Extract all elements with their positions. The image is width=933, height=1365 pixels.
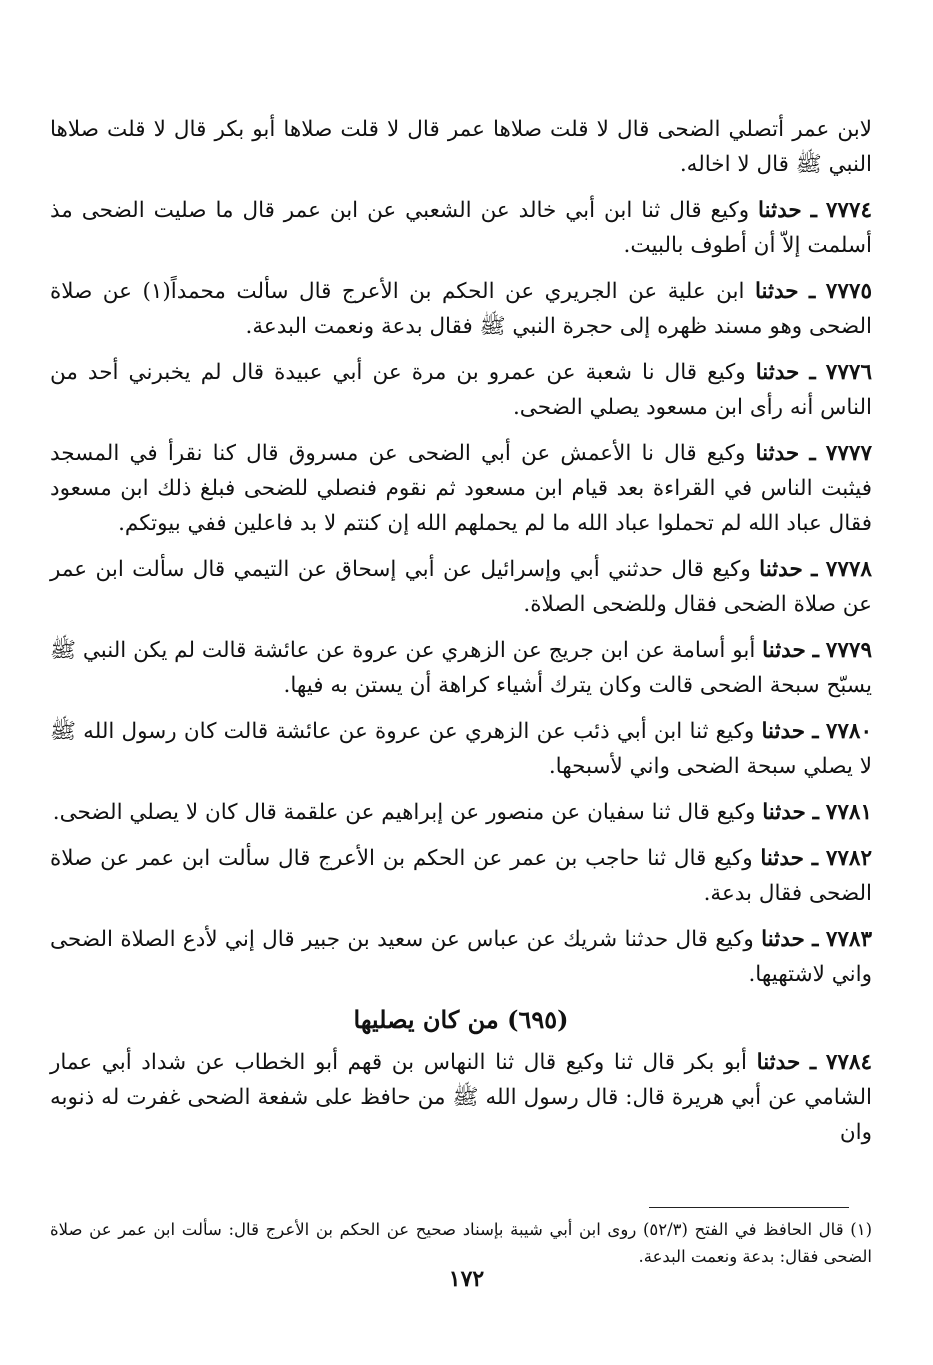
hadith-paragraph <box>50 714 872 784</box>
hadith-lead: حدثنا <box>761 927 805 952</box>
hadith-text: ابن علية عن الجريري عن الحكم بن الأعرج قال سألت محمداً(١) عن صلاة الضحى وهو مسند ظهره إلى حجرة النبي ﷺ فقال بدعة ونعمت البدعة. <box>50 279 872 339</box>
hadith-dash: ـ <box>811 557 818 582</box>
hadith-dash: ـ <box>812 638 819 663</box>
hadith-dash: ـ <box>811 846 819 871</box>
hadith-lead: حدثنا <box>754 279 799 304</box>
hadith-number: ٧٧٨٣ <box>825 927 873 952</box>
hadith-dash: ـ <box>812 719 819 744</box>
hadith-text: وكيع قال ثنا ابن أبي خالد عن الشعبي عن ابن عمر قال ما صليت الضحى مذ أسلمت إلاّ أن أطوف بالبيت. <box>50 198 872 258</box>
hadith-text: أبو أسامة عن ابن جريج عن الزهري عن عروة عن عائشة قالت لم يكن النبي ﷺ يسبّح سبحة الضحى قالت وكان يترك أشياء كراهة أن يستن به فيها. <box>50 638 872 698</box>
hadith-lead: حدثنا <box>761 719 806 744</box>
hadith-lead: حدثنا <box>762 638 806 663</box>
hadith-text: وكيع قال حدثني أبي وإسرائيل عن أبي إسحاق عن التيمي قال سألت ابن عمر عن صلاة الضحى فقال وللضحى الصلاة. <box>50 557 872 617</box>
hadith-number: ٧٧٧٩ <box>825 638 872 663</box>
hadith-lead: حدثنا <box>756 1050 801 1075</box>
hadith-text: وكيع قال حدثنا شريك عن عباس عن سعيد بن جبير قال إني لأدع الصلاة الضحى واني لاشتهيها. <box>50 927 872 987</box>
hadith-lead: حدثنا <box>760 846 804 871</box>
hadith-text: وكيع ثنا ابن أبي ذئب عن الزهري عن عروة عن عائشة قالت كان رسول الله ﷺ لا يصلي سبحة الضحى واني لأسبحها. <box>50 719 872 779</box>
hadith-lead: حدثنا <box>758 198 802 223</box>
hadith-number: ٧٧٨٤ <box>825 1050 873 1075</box>
footnote-divider <box>649 1207 849 1208</box>
footnote: (١) قال الحافظ في الفتح (٥٢/٣) روى ابن أبي شيبة بإسناد صحيح عن الحكم بن الأعرج قال: سألت ابن عمر عن صلاة الضحى فقال: بدعة ونعمت البدعة. <box>50 1220 872 1266</box>
hadith-paragraph <box>50 922 872 992</box>
hadith-dash: ـ <box>810 198 817 223</box>
hadith-paragraph <box>50 841 872 911</box>
hadith-dash: ـ <box>812 927 819 952</box>
hadith-number: ٧٧٨٢ <box>825 846 873 871</box>
hadith-number: ٧٧٧٧ <box>825 441 872 466</box>
hadith-text: وكيع قال نا الأعمش عن أبي الضحى عن مسروق قال كنا نقرأ في المسجد فيثبت الناس في القراءة بعد قيام ابن مسعود ثم نقوم فنصلي للضحى فبلغ ذلك ابن مسعود فقال عباد الله لم تحملوا عباد الله ما لم يحملهم الله إن كنتم لا بد فاعلين ففي بيوتكم. <box>50 441 872 536</box>
hadith-paragraph <box>50 795 872 830</box>
hadith-number: ٧٧٧٨ <box>825 557 872 582</box>
hadith-text: وكيع قال ثنا سفيان عن منصور عن إبراهيم عن علقمة قال كان لا يصلي الضحى. <box>52 800 756 825</box>
hadith-dash: ـ <box>809 441 816 466</box>
hadith-dash: ـ <box>809 279 816 304</box>
hadith-number: ٧٧٧٥ <box>825 279 872 304</box>
page-body <box>50 112 872 1161</box>
hadith-paragraph <box>50 112 872 182</box>
hadith-paragraph <box>50 355 872 425</box>
hadith-paragraph <box>50 436 872 541</box>
hadith-lead: حدثنا <box>755 441 800 466</box>
hadith-paragraph <box>50 1045 872 1150</box>
hadith-number: ٧٧٧٤ <box>825 198 873 223</box>
hadith-lead: حدثنا <box>759 557 803 582</box>
hadith-number: ٧٧٧٦ <box>825 360 872 385</box>
hadith-dash: ـ <box>812 800 819 825</box>
hadith-number: ٧٧٨٠ <box>825 719 873 744</box>
hadith-paragraph <box>50 274 872 344</box>
hadith-paragraph <box>50 193 872 263</box>
hadith-dash: ـ <box>809 360 816 385</box>
hadith-lead: حدثنا <box>755 360 800 385</box>
page-number: ١٧٢ <box>448 1266 485 1292</box>
section-heading: (٦٩٥) من كان يصليها <box>353 1005 569 1034</box>
hadith-text: لابن عمر أتصلي الضحى قال لا قلت صلاها عمر قال لا قلت صلاها أبو بكر قال لا قلت صلاها النبي ﷺ قال لا اخاله. <box>50 117 872 177</box>
hadith-text: أبو بكر قال ثنا وكيع قال ثنا النهاس بن قهم أبو الخطاب عن شداد أبي عمار الشامي عن أبي هريرة قال: قال رسول الله ﷺ من حافظ على شفعة الضحى غفرت له ذنوبه وان <box>50 1050 872 1145</box>
hadith-paragraph <box>50 633 872 703</box>
hadith-text: وكيع قال نا شعبة عن عمرو بن مرة عن أبي عبيدة قال لم يخبرني أحد من الناس أنه رأى ابن مسعود يصلي الضحى. <box>50 360 872 420</box>
hadith-paragraph <box>50 552 872 622</box>
hadith-text: وكيع قال ثنا حاجب بن عمر عن الحكم بن الأعرج قال سألت ابن عمر عن صلاة الضحى فقال بدعة. <box>50 846 872 906</box>
hadith-number: ٧٧٨١ <box>825 800 872 825</box>
hadith-dash: ـ <box>809 1050 817 1075</box>
hadith-lead: حدثنا <box>762 800 806 825</box>
